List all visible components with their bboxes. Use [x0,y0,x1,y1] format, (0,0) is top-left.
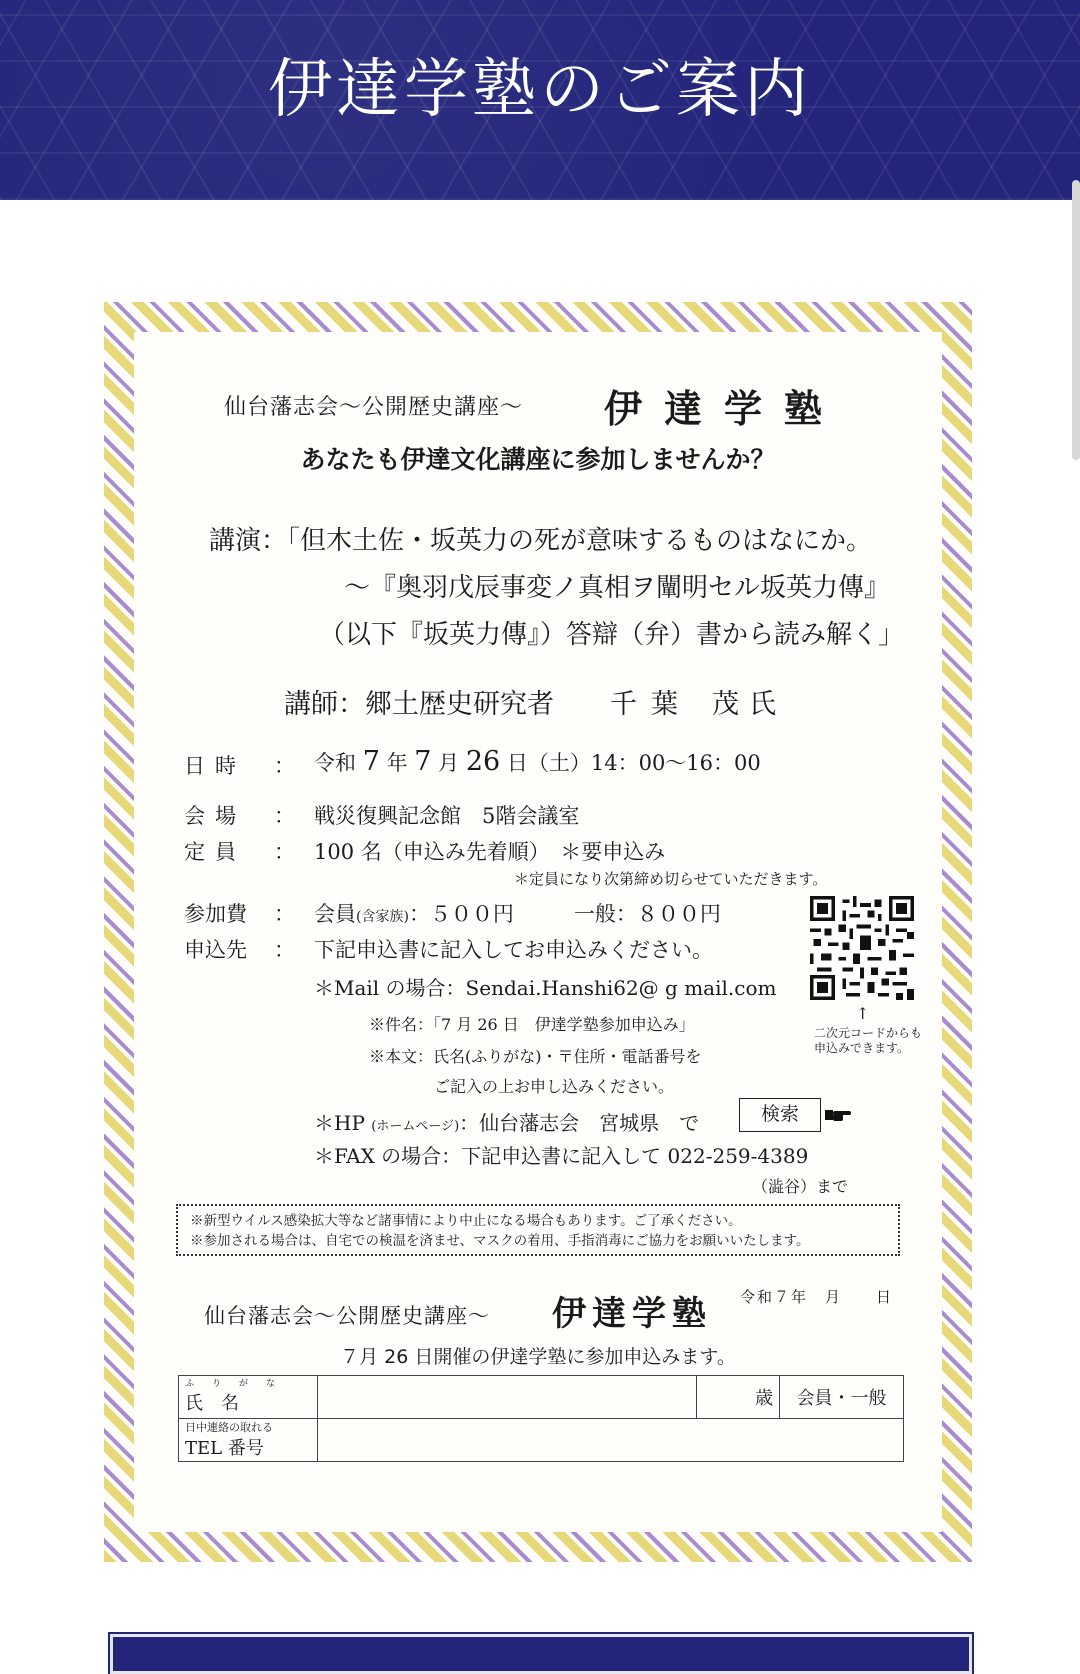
name-label: 氏 名 [185,1393,239,1414]
lecture-line-1: 講演：「但木土佐・坂英力の死が意味するものはなにか。 [209,526,873,556]
qr-code-icon [810,896,914,1000]
date-prefix: 令和 [314,751,356,775]
page-title: 伊達学塾のご案内 [268,53,812,127]
mail-body-1: ※本文：氏名(ふりがな)・〒住所・電話番号を [369,1047,702,1066]
fax-to: （澁谷）まで [752,1177,849,1196]
notice-line-1: ※新型ウイルス感染拡大等など諸事情により中止になる場合もあります。ご了承ください。 [190,1213,742,1229]
mail-subject: ※件名：「7 月 26 日 伊達学塾参加申込み」 [369,1015,695,1034]
date-tsuki: 月 [438,751,460,775]
fee-colon: ： [274,902,295,926]
qr-note: 二次元コードからも申込みできます。 [814,1026,923,1055]
notice-line-2: ※参加される場合は、自宅での検温を済ませ、マスクの着用、手指消毒にご協力をお願いいたします。 [190,1233,810,1249]
date-colon: ： [274,754,295,778]
capacity-value: 100 名（申込み先着順） ＊要申込み [314,840,666,864]
venue-label: 会場 [184,804,246,828]
fee-general: 一般：８００円 [573,902,721,926]
capacity-label: 定員 [184,840,246,864]
apply-label: 申込先 [184,938,247,962]
tel-label: TEL 番号 [185,1437,264,1459]
school-title: 伊達学塾 [604,386,845,431]
form-organizer: 仙台藩志会～公開歴史講座～ [204,1304,490,1328]
apply-value: 下記申込書に記入してお申込みください。 [314,938,713,962]
name-field [318,1376,697,1419]
tel-field [318,1419,904,1462]
member-label: 会員・一般 [780,1376,904,1419]
organizer-title: 仙台藩志会～公開歴史講座～ [224,395,524,420]
form-apply-line: ７月 26 日開催の伊達学塾に参加申込みます。 [340,1346,736,1368]
table-row [179,1376,904,1419]
pointing-hand-icon [824,1104,852,1124]
ruby-label: ふりがな [185,1379,294,1389]
date-label: 日時 [184,754,246,778]
apply-colon: ： [274,938,295,962]
date-month: 7 [414,746,432,777]
capacity-colon: ： [274,840,295,864]
qr-arrow: ↑ [856,1004,870,1023]
capacity-note: ＊定員になり次第締め切らせていただきます。 [514,870,828,888]
date-year: 7 [362,746,380,777]
fee-member-price: ：５００円 [408,902,514,926]
fee-label: 参加費 [184,902,247,926]
hp-prefix: ＊HP [314,1111,365,1135]
fee-member-small: (含家族) [356,909,409,925]
hp-line [314,1107,699,1136]
venue-value: 戦災復興記念館 5階会議室 [314,804,580,828]
tel-small-label: 日中連絡の取れる [185,1420,273,1434]
date-rest: 日（土）14：00～16：00 [506,751,761,775]
flyer-image [104,302,972,1562]
lecture-line-2: ～『奥羽戊辰事変ノ真相ヲ闡明セル坂英力傳』 [344,573,891,603]
next-section-frame [110,1634,972,1674]
application-form-table [178,1375,904,1462]
venue-colon: ： [274,804,295,828]
form-school: 伊達学塾 [552,1294,712,1334]
scrollbar[interactable] [1072,180,1080,460]
hp-small: (ホームページ) [371,1119,460,1134]
name-label-cell [179,1376,318,1419]
mail-body-2: ご記入の上お申し込みください。 [434,1077,675,1096]
header-banner [0,0,1080,200]
lecturer-name: 千葉 [610,689,692,720]
date-day: 26 [465,746,501,777]
search-button: 検索 [739,1098,821,1132]
tel-label-cell [179,1419,318,1462]
fee-member: 会員 [314,902,356,926]
notice-box [176,1204,900,1256]
hp-text: ：仙台藩志会 宮城県 で [459,1111,700,1135]
date-nen: 年 [386,751,408,775]
fax-line: ＊FAX の場合：下記申込書に記入して 022-259-4389 [314,1144,809,1168]
lecturer-label: 講師：郷土歴史研究者 [284,689,554,720]
mail-line: ＊Mail の場合：Sendai.Hanshi62@ g mail.com [314,976,777,1000]
form-date: 令和７年 月 日 [740,1288,894,1306]
lecture-line-3: （以下『坂英力傳』）答辯（弁）書から読み解く」 [319,620,905,650]
lecturer-honorific: 茂氏 [712,689,786,720]
table-row [179,1419,904,1462]
date-value [314,746,761,777]
lecturer-line [284,682,786,721]
fee-value [314,898,721,928]
age-label: 歳 [697,1376,780,1419]
invite-heading: あなたも伊達文化講座に参加しませんか？ [300,445,776,474]
